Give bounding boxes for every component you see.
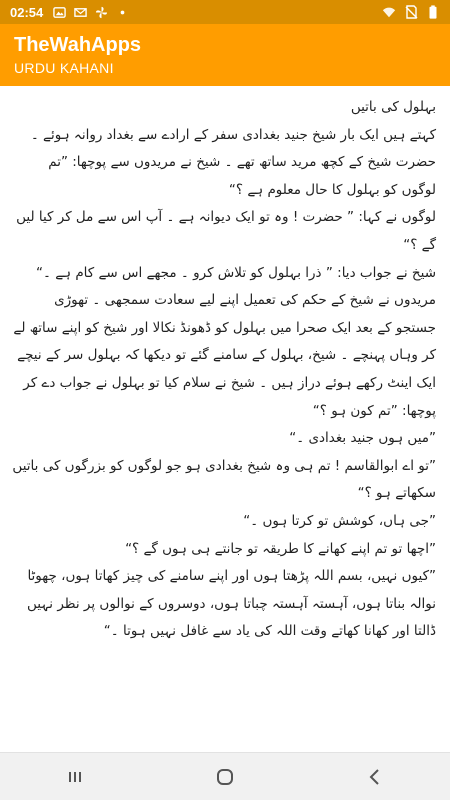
battery-icon [426,5,440,19]
system-nav-bar [0,752,450,800]
pinwheel-icon [95,6,108,19]
home-icon [215,767,235,787]
story-paragraph: شیخ نے جواب دیا: ” ذرا بہلول کو تلاش کرو ۔ مجھے اس سے کام ہے ۔“ [36,264,436,281]
story-title: بہلول کی باتیں [350,99,436,115]
story-paragraph: حضرت شیخ کے کچھ مرید ساتھ تھے ۔ شیخ نے مریدوں سے پوچھا: ”تم لوگوں کو بہلول کا حال معلوم ہے ؟“ [48,154,436,198]
back-button[interactable] [345,757,405,797]
story-paragraph: کہتے ہیں ایک بار شیخ جنید بغدادی سفر کے ارادے سے بغداد روانہ ہوئے ۔ [30,126,436,143]
story-text [0,86,450,646]
status-bar [0,0,450,24]
app-title: TheWahApps [14,34,142,56]
story-scroll-view[interactable] [0,86,450,752]
wifi-icon [382,5,396,19]
notification-icons [53,6,129,19]
story-paragraph: ”کیوں نہیں، بسم اللہ پڑھتا ہوں اور اپنے سامنے کی چیز کھاتا ہوں، چھوٹا نوالہ بناتا ہوں، آہستہ آہستہ چباتا ہوں، دوسروں کے نوالوں پر نظر نہیں ڈالتا اور کھانا کھاتے وقت اللہ کی یاد سے غافل نہیں ہوتا ۔“ [27,568,436,640]
story-paragraph: ”تو اے ابوالقاسم ! تم ہی وہ شیخ بغدادی ہو جو لوگوں کو بزرگوں کی باتیں سکھاتے ہو ؟“ [12,457,436,502]
story-paragraph: ”میں ہوں جنید بغدادی ۔“ [289,430,436,447]
app-bar [0,24,450,86]
recents-icon [65,767,85,787]
recents-button[interactable] [45,757,105,797]
app-subtitle: URDU KAHANI [14,60,114,76]
story-paragraph: لوگوں نے کہا: ” حضرت ! وہ تو ایک دیوانہ ہے ۔ آپ اس سے مل کر کیا لیں گے ؟“ [16,209,436,253]
gallery-icon [53,6,66,19]
status-time: 02:54 [10,4,44,20]
back-icon [365,767,385,787]
system-icons [382,5,440,19]
dots-icon [116,6,129,19]
story-paragraph: ”اچھا تو تم اپنے کھانے کا طریقہ تو جانتے ہی ہوں گے ؟“ [125,540,436,557]
no-sim-icon [404,5,418,19]
story-paragraph: ”جی ہاں، کوشش تو کرتا ہوں ۔“ [243,512,436,529]
story-paragraph: مریدوں نے شیخ کے حکم کی تعمیل اپنے لیے سعادت سمجھی ۔ تھوڑی جستجو کے بعد ایک صحرا میں بہلول کو ڈھونڈ نکالا اور شیخ کو اپنے ساتھ لے کر وہاں پہنچے ۔ شیخ، بہلول کے سامنے گئے تو دیکھا کہ بہلول سر کے نیچے ایک اینٹ رکھے ہوئے دراز ہیں ۔ شیخ نے سلام کیا تو بہلول نے جواب دے کر پوچھا: ”تم کون ہو ؟“ [13,292,436,419]
home-button[interactable] [195,757,255,797]
email-icon [74,6,87,19]
